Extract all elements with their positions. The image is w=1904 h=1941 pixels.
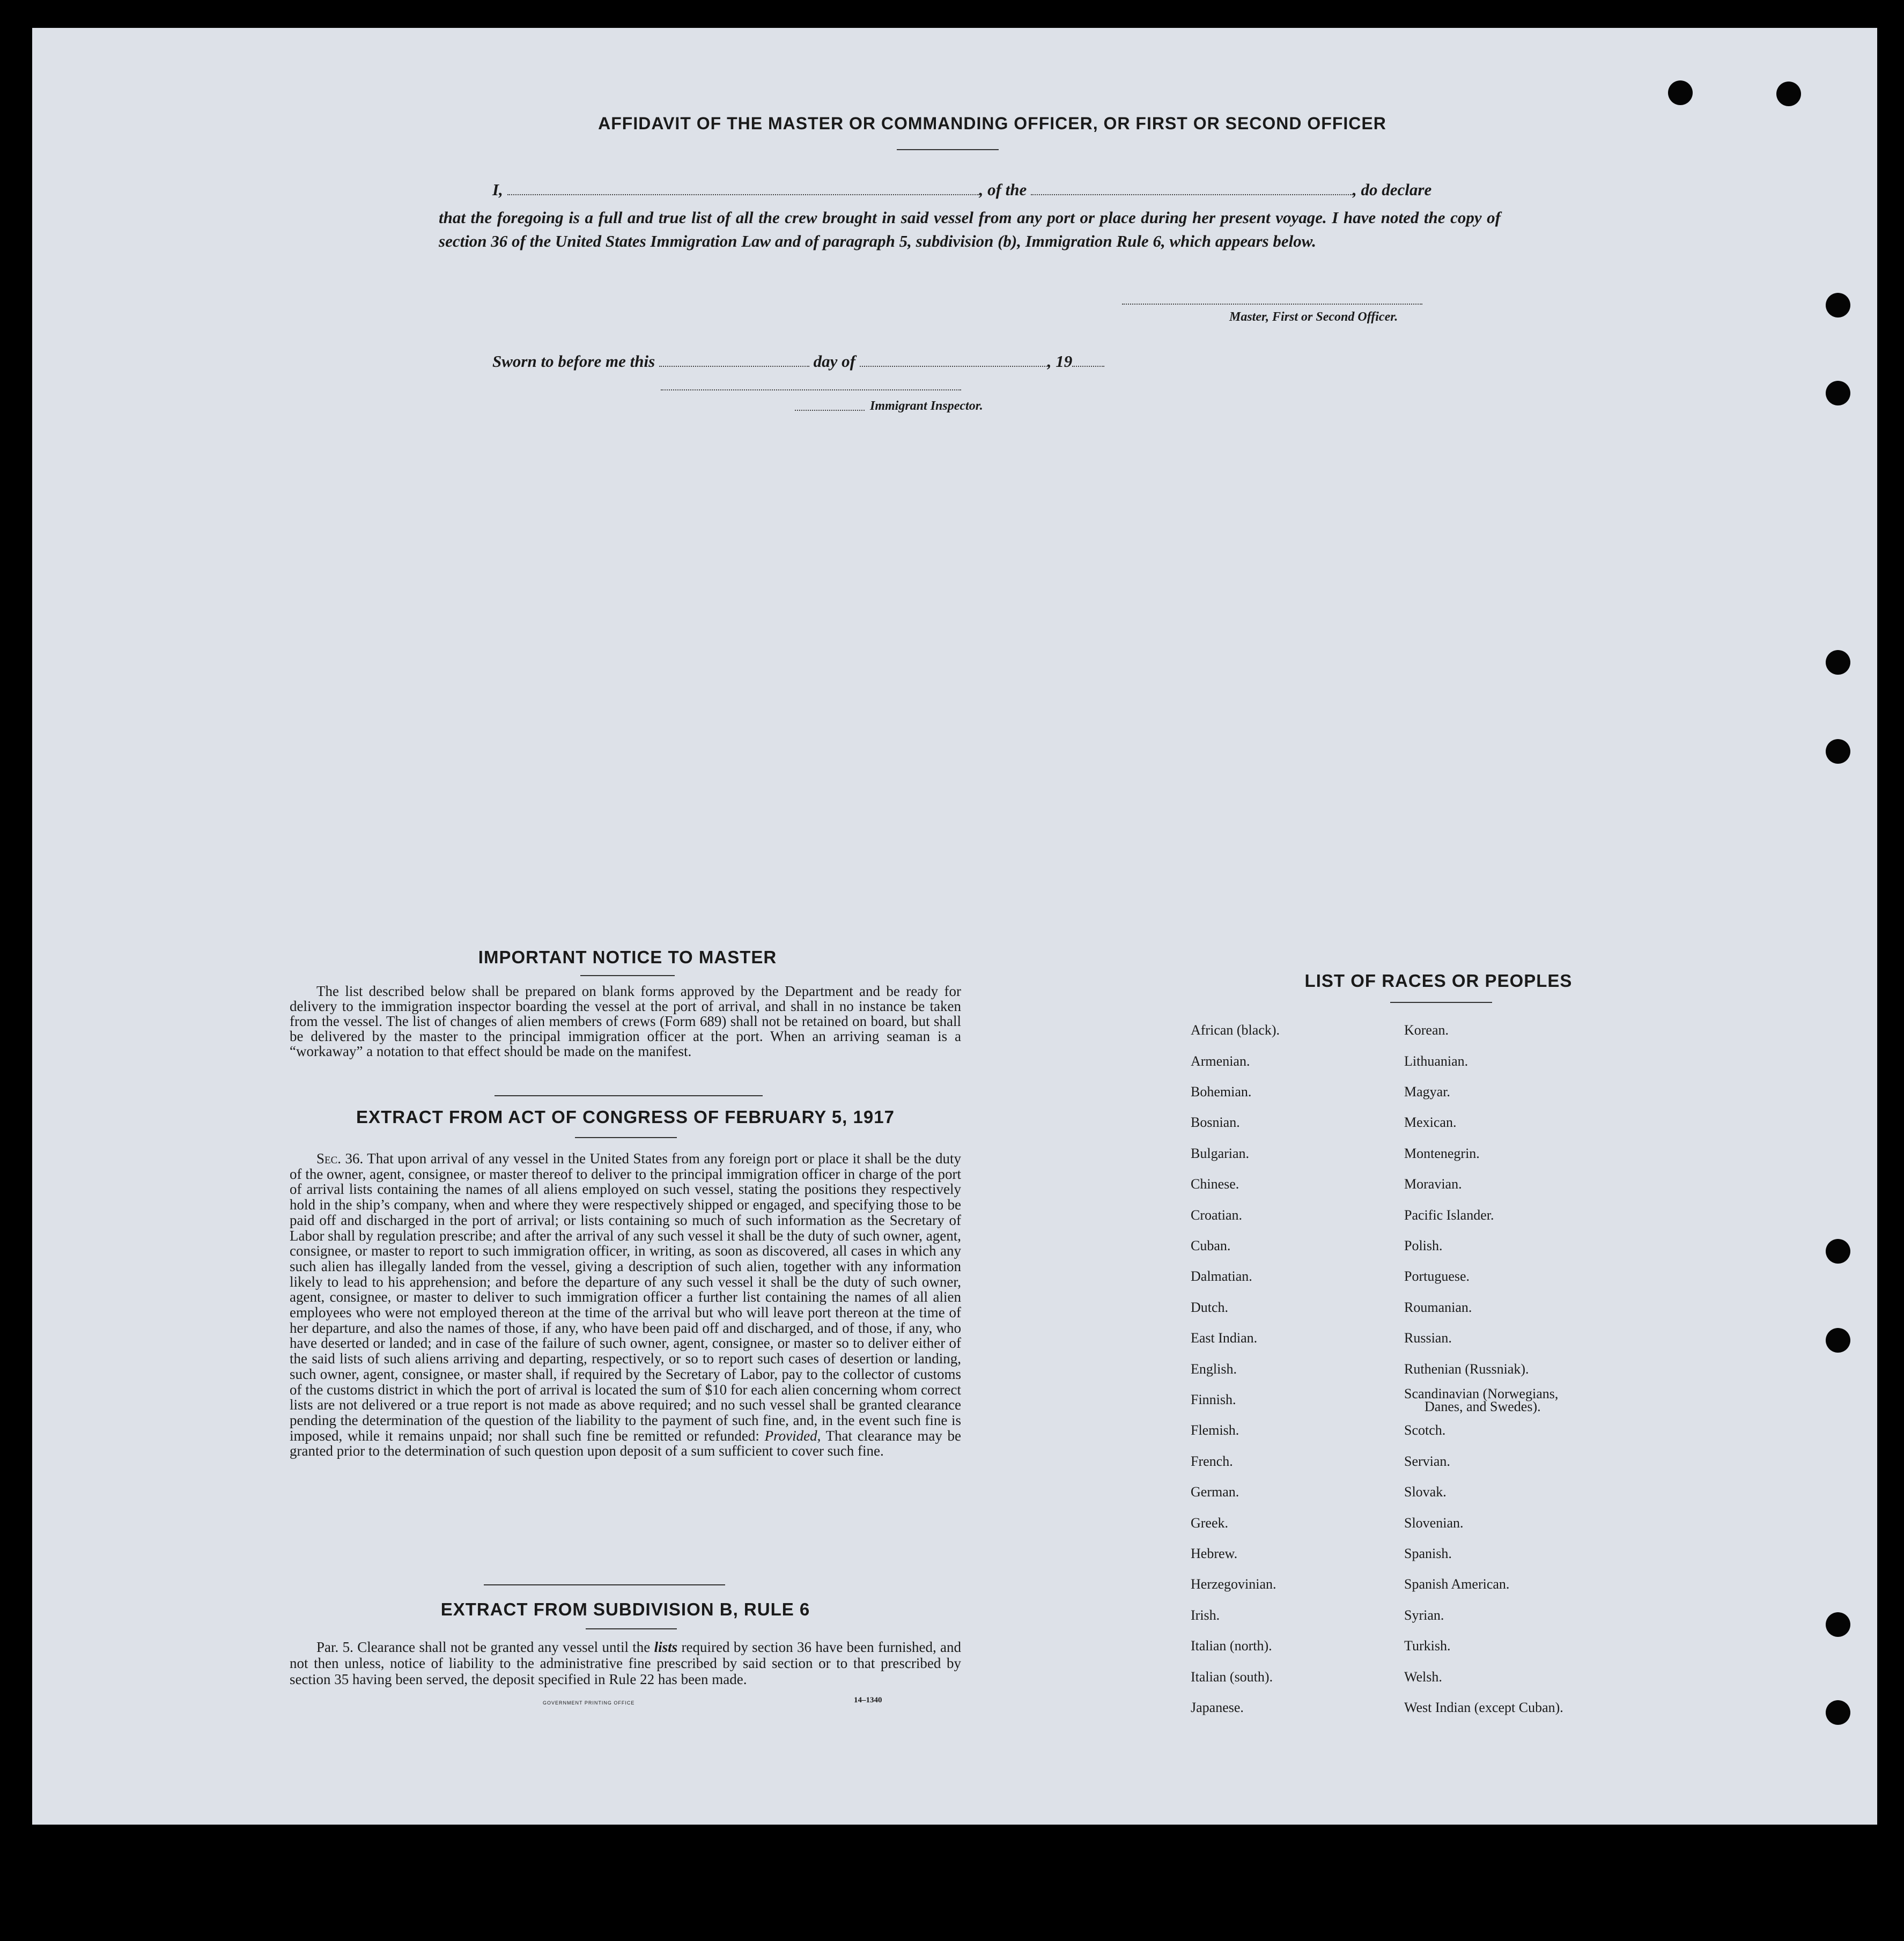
punch-hole: [1776, 82, 1801, 106]
race-cuban: Cuban.: [1191, 1238, 1231, 1253]
affidavit-of-the: , of the: [979, 180, 1027, 199]
races-title-rule: [1390, 1002, 1492, 1003]
race-african: African (black).: [1191, 1022, 1280, 1038]
race-moravian: Moravian.: [1404, 1176, 1462, 1192]
race-french: French.: [1191, 1453, 1233, 1469]
section-36-text: That upon arrival of any vessel in the United States from any foreign port or place it shall be the duty of the owner, agent, consignee, or master thereof to deliver to the principal immigration officer in charge of the port of arrival lists containing the names of all aliens employed on such vessel, stating the positions they respectively hold in the ship’s company, when and where they were respectively shipped or engaged, and specifying those to be paid off and discharged in the port of arrival; or lists containing so much of such information as the Secretary of Labor shall by regulation prescribe; and after the arrival of any such vessel it shall be the duty of such owner, agent, consignee, or master to report to such immigration officer, in writing, as soon as discovered, all cases in which any such alien has illegally landed from the vessel, giving a description of such alien, together with any information likely to lead to his apprehension; and before the departure of any such vessel it shall be the duty of such owner, agent, consignee, or master to deliver to such immigration officer a further list containing the names of all alien employees who were not employed thereon at the time of the arrival but who will leave port thereon at the time of her departure, and also the names of those, if any, who have been paid off and discharged, and of those, if any, who have deserted or landed; and in case of the failure of such owner, agent, consignee, or master so to deliver either of the said lists of such aliens arriving and departing, respectively, or so to report such cases of desertion or landing, such owner, agent, consignee, or master shall, if required by the Secretary of Labor, pay to the collector of customs of the customs district in which the port of arrival is located the sum of $10 for each alien concerning whom correct lists are not delivered or a true report is not made as above required; and no such vessel shall be granted clearance pending the determination of the question of the liability to the payment of such fine, and, in the event such fine is imposed, while it remains unpaid; nor shall such fine be remitted or refunded:: [290, 1150, 962, 1444]
provided-label: Provided,: [764, 1427, 821, 1444]
race-hebrew: Hebrew.: [1191, 1546, 1238, 1561]
race-welsh: Welsh.: [1404, 1669, 1442, 1685]
race-greek: Greek.: [1191, 1515, 1229, 1531]
paragraph-5-text-end: required by section 36 have been furnished, and not then unless, notice of liability to the administrative fine prescribed by said section or to that prescribed by section 35 having been served, the deposit specified in Rule 22 has been made.: [290, 1639, 962, 1687]
race-scotch: Scotch.: [1404, 1422, 1446, 1438]
printer-imprint: GOVERNMENT PRINTING OFFICE: [543, 1700, 635, 1706]
race-japanese: Japanese.: [1191, 1700, 1244, 1715]
punch-hole: [1668, 80, 1693, 105]
race-armenian: Armenian.: [1191, 1053, 1250, 1069]
punch-hole: [1826, 1612, 1850, 1637]
race-east-indian: East Indian.: [1191, 1330, 1258, 1346]
affidavit-body: that the foregoing is a full and true list of all the crew brought in said vessel from any port or place during her present voyage. I have noted the copy of section 36 of the United States Immigration Law and of paragraph 5, subdivision (b), Immigration Rule 6, which appears below.: [439, 208, 1501, 250]
act-extract-body: [290, 1151, 961, 1459]
race-roumanian: Roumanian.: [1404, 1300, 1472, 1315]
race-bohemian: Bohemian.: [1191, 1084, 1252, 1099]
race-german: German.: [1191, 1484, 1239, 1500]
punch-hole: [1826, 1700, 1850, 1725]
punch-hole: [1826, 739, 1850, 764]
race-slovak: Slovak.: [1404, 1484, 1447, 1500]
paragraph-5-text: Par. 5. Clearance shall not be granted any vessel until the: [316, 1639, 651, 1655]
sworn-day-blank: [659, 366, 809, 367]
rule-extract-title: EXTRACT FROM SUBDIVISION B, RULE 6: [440, 1599, 810, 1619]
race-dutch: Dutch.: [1191, 1300, 1229, 1315]
sworn-line: [492, 352, 1104, 371]
section-36-label: Sec. 36.: [316, 1150, 364, 1167]
notice-title: IMPORTANT NOTICE TO MASTER: [478, 947, 777, 967]
punch-hole: [1826, 650, 1850, 675]
race-chinese: Chinese.: [1191, 1176, 1239, 1192]
lists-word: lists: [654, 1639, 678, 1655]
race-scandinavian-continued: Danes, and Swedes).: [1425, 1399, 1541, 1414]
punch-hole: [1826, 293, 1850, 318]
punch-hole: [1826, 381, 1850, 405]
affidavit-name-blank: [507, 194, 979, 195]
sworn-year: , 19: [1047, 352, 1073, 371]
inspector-label: Immigrant Inspector.: [870, 399, 983, 413]
race-italian-north: Italian (north).: [1191, 1638, 1272, 1654]
race-croatian: Croatian.: [1191, 1207, 1243, 1223]
affidavit-title: AFFIDAVIT OF THE MASTER OR COMMANDING OFFICER, OR FIRST OR SECOND OFFICER: [598, 114, 1386, 133]
race-spanish: Spanish.: [1404, 1546, 1452, 1561]
sworn-month-blank: [860, 366, 1047, 367]
race-turkish: Turkish.: [1404, 1638, 1451, 1654]
race-pacific-islander: Pacific Islander.: [1404, 1207, 1494, 1223]
affidavit-i: I,: [492, 180, 503, 199]
sworn-day-of: day of: [813, 352, 855, 371]
race-montenegrin: Montenegrin.: [1404, 1146, 1480, 1161]
section-36-text-end: That clearance may be granted prior to the determination of such question upon deposit of a sum sufficient to cover such fine.: [290, 1427, 962, 1459]
act-extract-end-rule: [484, 1584, 725, 1585]
form-number: 14–1340: [854, 1696, 882, 1704]
race-portuguese: Portuguese.: [1404, 1268, 1470, 1284]
signature-label: Master, First or Second Officer.: [1229, 310, 1398, 324]
race-bulgarian: Bulgarian.: [1191, 1146, 1250, 1161]
notice-body: The list described below shall be prepared on blank forms approved by the Department and be ready for delivery to the immigration inspector boarding the vessel at the port of arrival, and shall in no instance be taken from the vessel. The list of changes of alien members of crews (Form 689) shall not be retained on board, but shall be delivered by the master to the principal immigration officer at the port. When an arriving seaman is a “workaway” a notation to that effect should be made on the manifest.: [290, 983, 961, 1059]
affidavit-declaration-line: [492, 180, 1538, 200]
race-spanish-american: Spanish American.: [1404, 1576, 1510, 1592]
race-english: English.: [1191, 1361, 1237, 1377]
act-extract-title: EXTRACT FROM ACT OF CONGRESS OF FEBRUARY 5, 1917: [356, 1107, 895, 1127]
race-herzegovinian: Herzegovinian.: [1191, 1576, 1276, 1592]
affidavit-title-rule: [897, 149, 999, 150]
notice-end-rule: [495, 1095, 763, 1096]
race-bosnian: Bosnian.: [1191, 1115, 1240, 1130]
race-flemish: Flemish.: [1191, 1422, 1239, 1438]
affidavit-do-declare: , do declare: [1353, 180, 1432, 199]
inspector-signature-line: [661, 389, 961, 390]
race-dalmatian: Dalmatian.: [1191, 1268, 1252, 1284]
race-slovenian: Slovenian.: [1404, 1515, 1464, 1531]
punch-hole: [1826, 1239, 1850, 1264]
race-finnish: Finnish.: [1191, 1392, 1236, 1407]
race-west-indian: West Indian (except Cuban).: [1404, 1700, 1563, 1715]
race-russian: Russian.: [1404, 1330, 1452, 1346]
document-sheet: [32, 28, 1877, 1825]
race-irish: Irish.: [1191, 1607, 1220, 1623]
race-italian-south: Italian (south).: [1191, 1669, 1273, 1685]
notice-title-rule: [580, 975, 675, 976]
rule-extract-title-rule: [586, 1628, 677, 1629]
act-extract-title-rule: [575, 1137, 677, 1138]
race-mexican: Mexican.: [1404, 1115, 1457, 1130]
race-scandinavian: Scandinavian (Norwegians,: [1404, 1386, 1559, 1401]
race-magyar: Magyar.: [1404, 1084, 1450, 1099]
race-servian: Servian.: [1404, 1453, 1450, 1469]
rule-extract-body: [290, 1639, 961, 1687]
sworn-prefix: Sworn to before me this: [492, 352, 655, 371]
race-korean: Korean.: [1404, 1022, 1449, 1038]
race-ruthenian: Ruthenian (Russniak).: [1404, 1361, 1529, 1377]
race-polish: Polish.: [1404, 1238, 1443, 1253]
punch-hole: [1826, 1328, 1850, 1353]
race-lithuanian: Lithuanian.: [1404, 1053, 1468, 1069]
sworn-year-blank: [1072, 366, 1104, 367]
inspector-label-lead: [795, 410, 865, 411]
signature-line: [1122, 304, 1422, 305]
affidavit-vessel-blank: [1031, 194, 1353, 195]
races-title: LIST OF RACES OR PEOPLES: [1304, 971, 1573, 991]
race-syrian: Syrian.: [1404, 1607, 1444, 1623]
